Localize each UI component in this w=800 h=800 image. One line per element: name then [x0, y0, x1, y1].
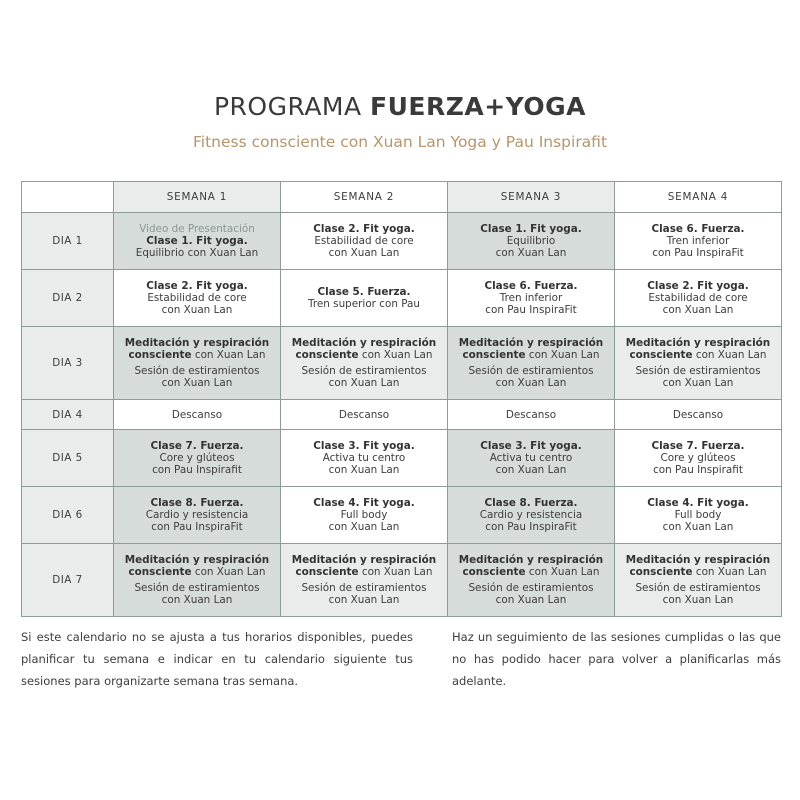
session-cell — [114, 487, 281, 544]
session-detail: con Xuan Lan — [328, 594, 400, 606]
session-title-cont: consciente — [295, 566, 359, 578]
session-cell — [281, 544, 448, 617]
session-title: Clase 7. Fuerza. — [651, 440, 745, 452]
session-cell — [114, 327, 281, 400]
day-row — [22, 487, 782, 544]
schedule-table — [21, 181, 782, 617]
session-instructor: con Xuan Lan — [358, 566, 433, 578]
day-row — [22, 544, 782, 617]
day-label: DIA 2 — [22, 270, 114, 327]
session-cell — [448, 213, 615, 270]
week-header-2: SEMANA 2 — [281, 182, 448, 213]
day-row — [22, 213, 782, 270]
session-detail: Descanso — [171, 408, 223, 421]
session-title: Meditación y respiración — [124, 337, 270, 349]
session-cell — [615, 400, 782, 430]
session-cell — [615, 544, 782, 617]
session-title: Clase 8. Fuerza. — [484, 497, 578, 509]
day-label: DIA 3 — [22, 327, 114, 400]
session-detail: Descanso — [338, 408, 390, 421]
session-instructor: con Xuan Lan — [525, 566, 600, 578]
session-title: Clase 6. Fuerza. — [484, 280, 578, 292]
session-cell — [114, 270, 281, 327]
session-detail: con Xuan Lan — [161, 594, 233, 606]
session-detail: Cardio y resistencia — [145, 509, 249, 521]
day-row — [22, 400, 782, 430]
footer-note-right: Haz un seguimiento de las sesiones cumplidas o las que no has podido hacer para volver a planificarlas más adelante. — [452, 630, 781, 688]
session-title: Clase 4. Fit yoga. — [313, 497, 415, 509]
session-detail: con Xuan Lan — [161, 377, 233, 389]
session-detail: con Xuan Lan — [495, 377, 567, 389]
session-title-cont: consciente — [128, 566, 192, 578]
session-detail: con Xuan Lan — [328, 247, 400, 259]
session-title: Clase 6. Fuerza. — [651, 223, 745, 235]
session-detail: Sesión de estiramientos — [134, 365, 260, 377]
session-detail: con Pau InspiraFit — [151, 521, 243, 533]
session-title: Clase 1. Fit yoga. — [480, 223, 582, 235]
session-cell — [615, 270, 782, 327]
session-intro: Video de Presentación — [139, 223, 255, 235]
session-title-line — [118, 349, 276, 361]
session-title: Clase 5. Fuerza. — [317, 286, 411, 298]
footer-note-left: Si este calendario no se ajusta a tus horarios disponibles, puedes planificar tu semana e indicar en tu calendario siguiente tus sesiones para organizarte semana tras semana. — [21, 630, 413, 688]
day-label: DIA 5 — [22, 430, 114, 487]
session-detail: con Xuan Lan — [161, 304, 233, 316]
day-row — [22, 327, 782, 400]
session-detail: Equilibrio con Xuan Lan — [135, 247, 259, 259]
session-detail: con Pau InspiraFit — [485, 521, 577, 533]
session-detail: Equilibrio — [506, 235, 556, 247]
session-cell — [114, 544, 281, 617]
session-title: Meditación y respiración — [124, 554, 270, 566]
title-light: PROGRAMA — [213, 92, 371, 121]
session-detail: Core y glúteos — [159, 452, 235, 464]
session-detail: Activa tu centro — [322, 452, 406, 464]
session-detail: Cardio y resistencia — [479, 509, 583, 521]
session-title: Clase 3. Fit yoga. — [480, 440, 582, 452]
session-title: Meditación y respiración — [625, 337, 771, 349]
session-title-cont: consciente — [629, 349, 693, 361]
session-title: Meditación y respiración — [291, 337, 437, 349]
day-label: DIA 6 — [22, 487, 114, 544]
session-detail: Sesión de estiramientos — [301, 582, 427, 594]
session-title: Clase 2. Fit yoga. — [647, 280, 749, 292]
week-header-3: SEMANA 3 — [448, 182, 615, 213]
session-cell — [448, 327, 615, 400]
session-detail: Sesión de estiramientos — [134, 582, 260, 594]
session-detail: Activa tu centro — [489, 452, 573, 464]
session-cell — [615, 487, 782, 544]
session-cell — [615, 327, 782, 400]
session-detail: Descanso — [505, 408, 557, 421]
session-instructor: con Xuan Lan — [692, 566, 767, 578]
session-detail: Tren inferior — [499, 292, 563, 304]
session-detail: Full body — [340, 509, 388, 521]
session-cell — [281, 213, 448, 270]
session-title: Meditación y respiración — [458, 337, 604, 349]
session-detail: con Xuan Lan — [328, 377, 400, 389]
session-title: Meditación y respiración — [625, 554, 771, 566]
page-title — [0, 92, 800, 121]
session-detail: con Pau InspiraFit — [652, 247, 744, 259]
session-title: Clase 2. Fit yoga. — [313, 223, 415, 235]
session-cell — [281, 270, 448, 327]
session-detail: con Pau Inspirafit — [653, 464, 743, 476]
session-detail: Core y glúteos — [660, 452, 736, 464]
session-detail: con Xuan Lan — [662, 304, 734, 316]
day-label: DIA 7 — [22, 544, 114, 617]
page-subtitle: Fitness consciente con Xuan Lan Yoga y Pau Inspirafit — [192, 133, 608, 151]
session-title-line — [619, 566, 777, 578]
session-title-cont: consciente — [629, 566, 693, 578]
session-title: Clase 8. Fuerza. — [150, 497, 244, 509]
session-detail: con Xuan Lan — [495, 594, 567, 606]
session-cell — [114, 400, 281, 430]
title-bold: FUERZA+YOGA — [370, 92, 587, 121]
session-cell — [448, 400, 615, 430]
session-detail: con Xuan Lan — [328, 464, 400, 476]
session-detail: Estabilidad de core — [648, 292, 748, 304]
session-detail: con Pau Inspirafit — [152, 464, 242, 476]
session-instructor: con Xuan Lan — [191, 566, 266, 578]
session-title: Meditación y respiración — [458, 554, 604, 566]
session-title-line — [285, 349, 443, 361]
session-detail: Sesión de estiramientos — [468, 365, 594, 377]
session-detail: con Xuan Lan — [495, 464, 567, 476]
session-title-line — [118, 566, 276, 578]
session-title: Clase 4. Fit yoga. — [647, 497, 749, 509]
session-detail: Estabilidad de core — [314, 235, 414, 247]
day-row — [22, 430, 782, 487]
session-detail: con Xuan Lan — [662, 521, 734, 533]
session-detail: Descanso — [672, 408, 724, 421]
session-detail: Sesión de estiramientos — [635, 582, 761, 594]
session-cell — [114, 213, 281, 270]
session-title: Clase 2. Fit yoga. — [146, 280, 248, 292]
session-cell — [615, 213, 782, 270]
session-cell — [281, 487, 448, 544]
session-detail: con Xuan Lan — [495, 247, 567, 259]
session-detail: con Xuan Lan — [662, 377, 734, 389]
day-label: DIA 1 — [22, 213, 114, 270]
session-detail: con Xuan Lan — [328, 521, 400, 533]
session-title: Clase 7. Fuerza. — [150, 440, 244, 452]
session-title-line — [452, 349, 610, 361]
session-title-cont: consciente — [462, 349, 526, 361]
session-detail: Sesión de estiramientos — [468, 582, 594, 594]
session-instructor: con Xuan Lan — [358, 349, 433, 361]
header-row — [22, 182, 782, 213]
session-detail: Tren superior con Pau — [308, 298, 420, 310]
session-title-line — [285, 566, 443, 578]
session-detail: con Xuan Lan — [662, 594, 734, 606]
session-cell — [281, 430, 448, 487]
session-detail: Sesión de estiramientos — [635, 365, 761, 377]
week-header-4: SEMANA 4 — [615, 182, 782, 213]
session-title: Clase 1. Fit yoga. — [146, 235, 248, 247]
session-cell — [448, 270, 615, 327]
session-cell — [615, 430, 782, 487]
session-title-line — [452, 566, 610, 578]
session-instructor: con Xuan Lan — [692, 349, 767, 361]
session-title-cont: consciente — [295, 349, 359, 361]
session-title-line — [619, 349, 777, 361]
session-cell — [281, 400, 448, 430]
day-label: DIA 4 — [22, 400, 114, 430]
session-cell — [448, 430, 615, 487]
session-cell — [114, 430, 281, 487]
session-title: Meditación y respiración — [291, 554, 437, 566]
week-header-1: SEMANA 1 — [114, 182, 281, 213]
session-cell — [448, 544, 615, 617]
session-detail: Tren inferior — [666, 235, 730, 247]
schedule-body — [22, 213, 782, 617]
session-title-cont: consciente — [128, 349, 192, 361]
day-row — [22, 270, 782, 327]
corner-cell — [22, 182, 114, 213]
session-cell — [448, 487, 615, 544]
session-cell — [281, 327, 448, 400]
session-title-cont: consciente — [462, 566, 526, 578]
session-detail: Sesión de estiramientos — [301, 365, 427, 377]
session-detail: con Pau InspiraFit — [485, 304, 577, 316]
session-title: Clase 3. Fit yoga. — [313, 440, 415, 452]
session-instructor: con Xuan Lan — [191, 349, 266, 361]
session-detail: Estabilidad de core — [147, 292, 247, 304]
session-instructor: con Xuan Lan — [525, 349, 600, 361]
session-detail: Full body — [674, 509, 722, 521]
